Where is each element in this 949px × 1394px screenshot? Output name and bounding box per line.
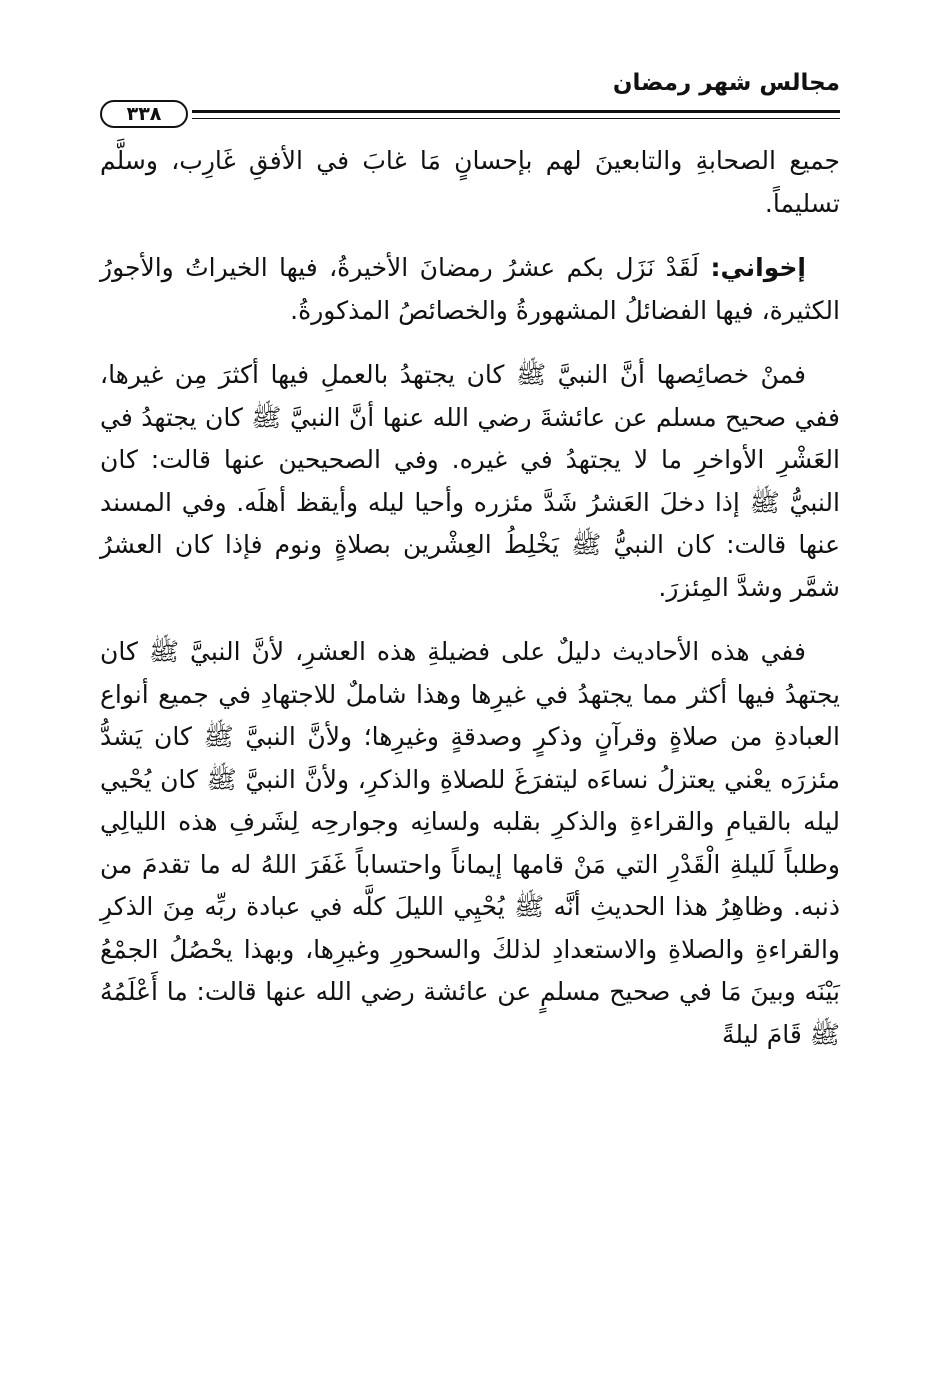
- header-rule-thin: [192, 118, 840, 119]
- paragraph-brothers-text: لَقَدْ نَزَل بكم عشرُ رمضانَ الأخيرةُ، فيها الخيراتُ والأجورُ الكثيرة، فيها الفضائلُ المشهورةُ والخصائصُ المذكورةُ.: [100, 253, 840, 325]
- paragraph-characteristics: فمنْ خصائِصها أنَّ النبيَّ ﷺ كان يجتهدُ بالعملِ فيها أكثرَ مِن غيرها، ففي صحيح مسلم عن عائشةَ رضي الله عنها أنَّ النبيَّ ﷺ كان يجتهدُ في العَشْرِ الأواخرِ ما لا يجتهدُ في غيره. وفي الصحيحين عنها قالت: كان النبيُّ ﷺ إذا دخلَ العَشرُ شَدَّ مئزره وأحيا ليله وأيقظ أهلَه. وفي المسند عنها قالت: كان النبيُّ ﷺ يَخْلِطُ العِشْرين بصلاةٍ ونوم فإذا كان العشرُ شمَّر وشدَّ المِئزرَ.: [100, 360, 840, 602]
- paragraph-brothers: [100, 247, 840, 332]
- running-title: مجالس شهر رمضان: [612, 70, 840, 96]
- page-number-badge: ٣٣٨: [100, 100, 188, 128]
- paragraph-closing-prayer: جميع الصحابةِ والتابعينَ لهم بإحسانٍ مَا غابَ في الأفقِ غَارِب، وسلَّم تسليماً.: [100, 146, 840, 218]
- paragraph-lead-word: إخواني:: [710, 253, 806, 282]
- header-rule-thick: [192, 110, 840, 113]
- page-body: [100, 140, 840, 1056]
- page-header: [100, 62, 840, 128]
- paragraph-evidence: ففي هذه الأحاديث دليلٌ على فضيلةِ هذه العشرِ، لأنَّ النبيَّ ﷺ كان يجتهدُ فيها أكثر مما يجتهدُ في غيرِها وهذا شاملٌ للاجتهادِ في جميع أنواع العبادةِ من صلاةٍ وقرآنٍ وذكرٍ وصدقةٍ وغيرِها؛ ولأنَّ النبيَّ ﷺ كان يَشدُّ مئزرَه يعْني يعتزلُ نساءَه ليتفرَغَ للصلاةِ والذكرِ، ولأنَّ النبيَّ ﷺ كان يُحْيي ليله بالقيامِ والقراءةِ والذكرِ بقلبه ولسانِه وجوارحِه لِشَرفِ هذه الليالِي وطلباً لَليلةِ الْقَدْرِ التي مَنْ قامها إيماناً واحتساباً غَفَرَ اللهُ له ما تقدمَ من ذنبه. وظاهِرُ هذا الحديثِ أنَّه ﷺ يُحْيِي الليلَ كلَّه في عبادة ربِّه مِنَ الذكرِ والقراءةِ والصلاةِ والاستعدادِ لذلكَ والسحورِ وغيرِها، وبهذا يحْصُلُ الجمْعُ بَيْنَه وبينَ مَا في صحيح مسلمٍ عن عائشة رضي الله عنها قالت: ما أَعْلَمُهُ ﷺ قَامَ ليلةً: [100, 637, 840, 1049]
